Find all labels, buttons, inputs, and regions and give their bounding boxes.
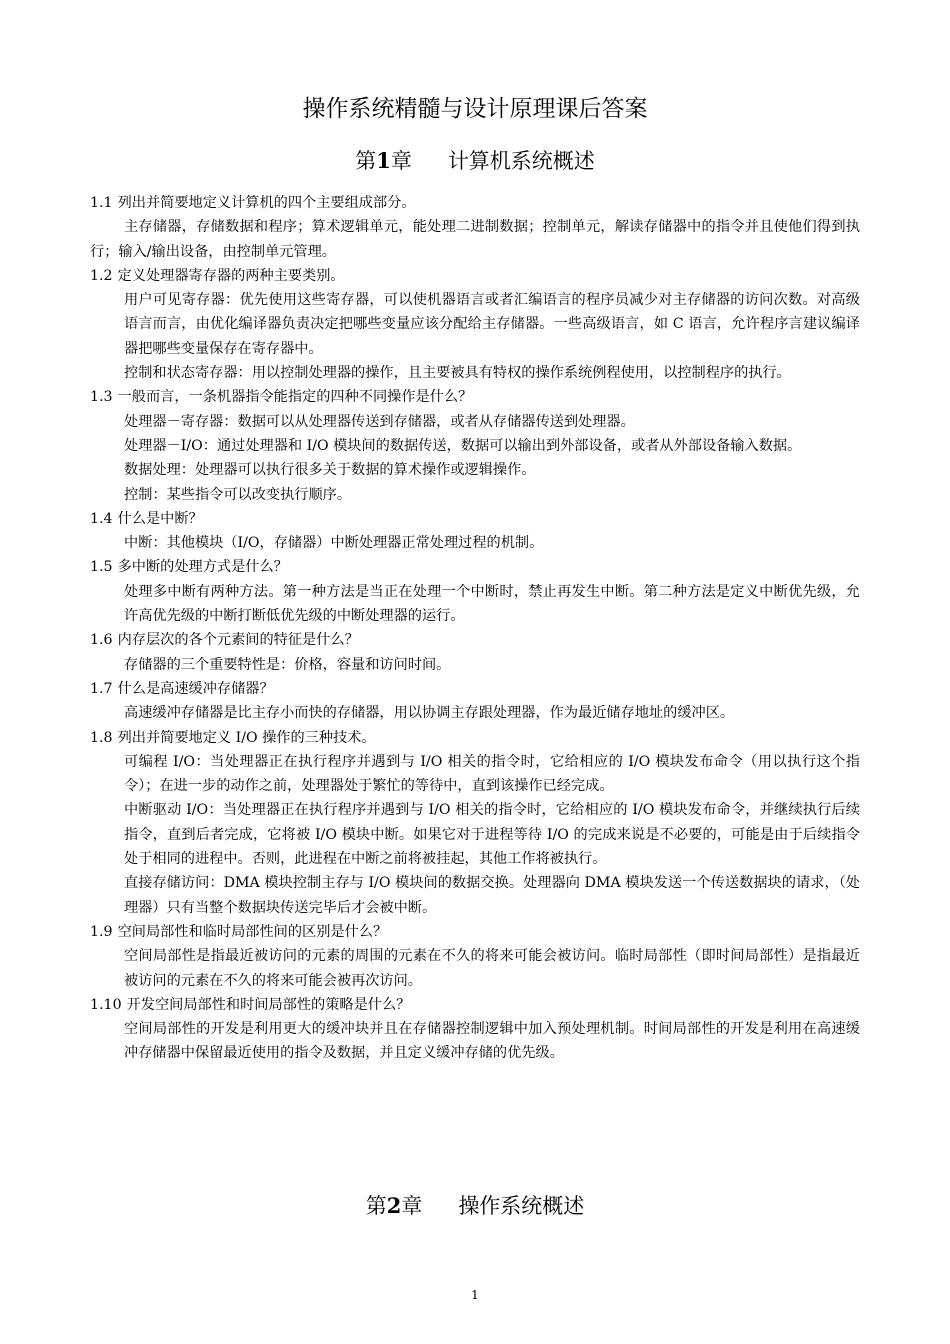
chapter-name: 计算机系统概述 [447, 149, 595, 173]
question-number: 1.9 [90, 923, 113, 940]
question-line [90, 264, 860, 288]
question-text: 开发空间局部性和时间局部性的策略是什么？ [126, 996, 411, 1013]
chapter-number: 1 [376, 148, 391, 173]
page-number: 1 [471, 1288, 479, 1302]
qa-section [90, 191, 860, 1066]
chapter-prefix: 第 [365, 1194, 387, 1218]
page-title: 操作系统精髓与设计原理课后答案 [302, 96, 648, 122]
answer-paragraph: 处理多中断有两种方法。第一种方法是当正在处理一个中断时，禁止再发生中断。第二种方法是定义中断优先级，允许高优先级的中断打断低优先级的中断处理器的运行。 [124, 583, 860, 625]
answer-paragraph: 处理器－寄存器：数据可以从处理器传送到存储器，或者从存储器传送到处理器。 [124, 413, 635, 430]
question-line [90, 920, 860, 944]
question-text: 什么是中断？ [117, 510, 203, 527]
answer-paragraph: 控制：某些指令可以改变执行顺序。 [124, 486, 352, 503]
question-text: 空间局部性和临时局部性间的区别是什么？ [117, 923, 388, 940]
answer-paragraph: 中断驱动 I/O：当处理器正在执行程序并遇到与 I/O 相关的指令时，它给相应的 I/O 模块发布命令，并继续执行后续指令，直到后者完成，它将被 I/O 模块中断。如果它对于进程等待 I/O 的完成来说是不必要的，可能是由于后续指令处于相同的进程中。否则，此进程在中断之前将被挂起，其他工作将被执行。 [124, 802, 860, 868]
answer-paragraph: 存储器的三个重要特性是：价格，容量和访问时间。 [124, 656, 451, 673]
question-text: 列出并简要地定义 I/O 操作的三种技术。 [117, 729, 376, 746]
chapter-number: 2 [386, 1193, 402, 1218]
chapter-suffix: 章 [390, 149, 412, 173]
question-text: 多中断的处理方式是什么？ [117, 559, 288, 576]
answer-paragraph: 可编程 I/O：当处理器正在执行程序并遇到与 I/O 相关的指令时，它给相应的 I/O 模块发布命令（用以执行这个指令）；在进一步的动作之前，处理器处于繁忙的等待中，直到该操作已经完成。 [124, 753, 860, 795]
chapter-suffix: 章 [401, 1194, 423, 1218]
question-number: 1.10 [90, 996, 122, 1013]
answer-paragraph: 直接存储访问：DMA 模块控制主存与 I/O 模块间的数据交换。处理器向 DMA 模块发送一个传送数据块的请求，（处理器）只有当整个数据块传送完毕后才会被中断。 [124, 875, 860, 916]
answer-paragraph: 空间局部性是指最近被访问的元素的周围的元素在不久的将来可能会被访问。临时局部性（即时间局部性）是指最近被访问的元素在不久的将来可能会被再次访问。 [124, 948, 860, 989]
answer-paragraph: 处理器－I/O：通过处理器和 I/O 模块间的数据传送，数据可以输出到外部设备，或者从外部设备输入数据。 [124, 437, 802, 454]
question-line [90, 507, 860, 531]
chapter-2-heading [0, 1191, 950, 1221]
question-text: 定义处理器寄存器的两种主要类别。 [117, 267, 345, 284]
question-number: 1.2 [90, 267, 113, 284]
question-number: 1.3 [90, 389, 113, 406]
question-text: 一般而言，一条机器指令能指定的四种不同操作是什么？ [117, 389, 473, 406]
answer-paragraph: 数据处理：处理器可以执行很多关于数据的算术操作或逻辑操作。 [124, 462, 536, 479]
chapter-prefix: 第 [355, 149, 377, 173]
question-number: 1.6 [90, 632, 113, 649]
question-line [90, 385, 860, 409]
question-text: 内存层次的各个元素间的特征是什么？ [117, 632, 359, 649]
question-text: 列出并简要地定义计算机的四个主要组成部分。 [117, 195, 416, 211]
answer-paragraph: 主存储器，存储数据和程序；算术逻辑单元，能处理二进制数据；控制单元，解读存储器中的指令并且使他们得到执行；输入/输出设备，由控制单元管理。 [90, 219, 860, 260]
answer-paragraph: 高速缓冲存储器是比主存小而快的存储器，用以协调主存跟处理器，作为最近储存地址的缓冲区。 [124, 705, 735, 722]
question-line [90, 677, 860, 701]
question-number: 1.7 [90, 680, 113, 697]
question-line [90, 993, 860, 1017]
answer-paragraph: 中断：其他模块（I/O，存储器）中断处理器正常处理过程的机制。 [124, 535, 544, 552]
answer-paragraph: 空间局部性的开发是利用更大的缓冲块并且在存储器控制逻辑中加入预处理机制。时间局部性的开发是利用在高速缓冲存储器中保留最近使用的指令及数据，并且定义缓冲存储的优先级。 [124, 1021, 860, 1062]
question-number: 1.1 [90, 195, 113, 211]
question-line [90, 555, 860, 579]
answer-paragraph: 控制和状态寄存器：用以控制处理器的操作，且主要被具有特权的操作系统例程使用，以控制程序的执行。 [124, 365, 791, 382]
chapter-name: 操作系统概述 [458, 1194, 585, 1218]
answer-paragraph: 用户可见寄存器：优先使用这些寄存器，可以使机器语言或者汇编语言的程序员减少对主存储器的访问次数。对高级语言而言，由优化编译器负责决定把哪些变量应该分配给主存储器。一些高级语言，如 C 语言，允许程序言建议编译器把哪些变量保存在寄存器中。 [124, 292, 860, 357]
question-text: 什么是高速缓冲存储器？ [117, 680, 274, 697]
question-line [90, 628, 860, 652]
question-number: 1.4 [90, 510, 113, 527]
question-number: 1.8 [90, 729, 113, 746]
question-number: 1.5 [90, 559, 113, 576]
question-line [90, 726, 860, 750]
question-line [90, 191, 860, 215]
chapter-1-heading [0, 146, 950, 176]
